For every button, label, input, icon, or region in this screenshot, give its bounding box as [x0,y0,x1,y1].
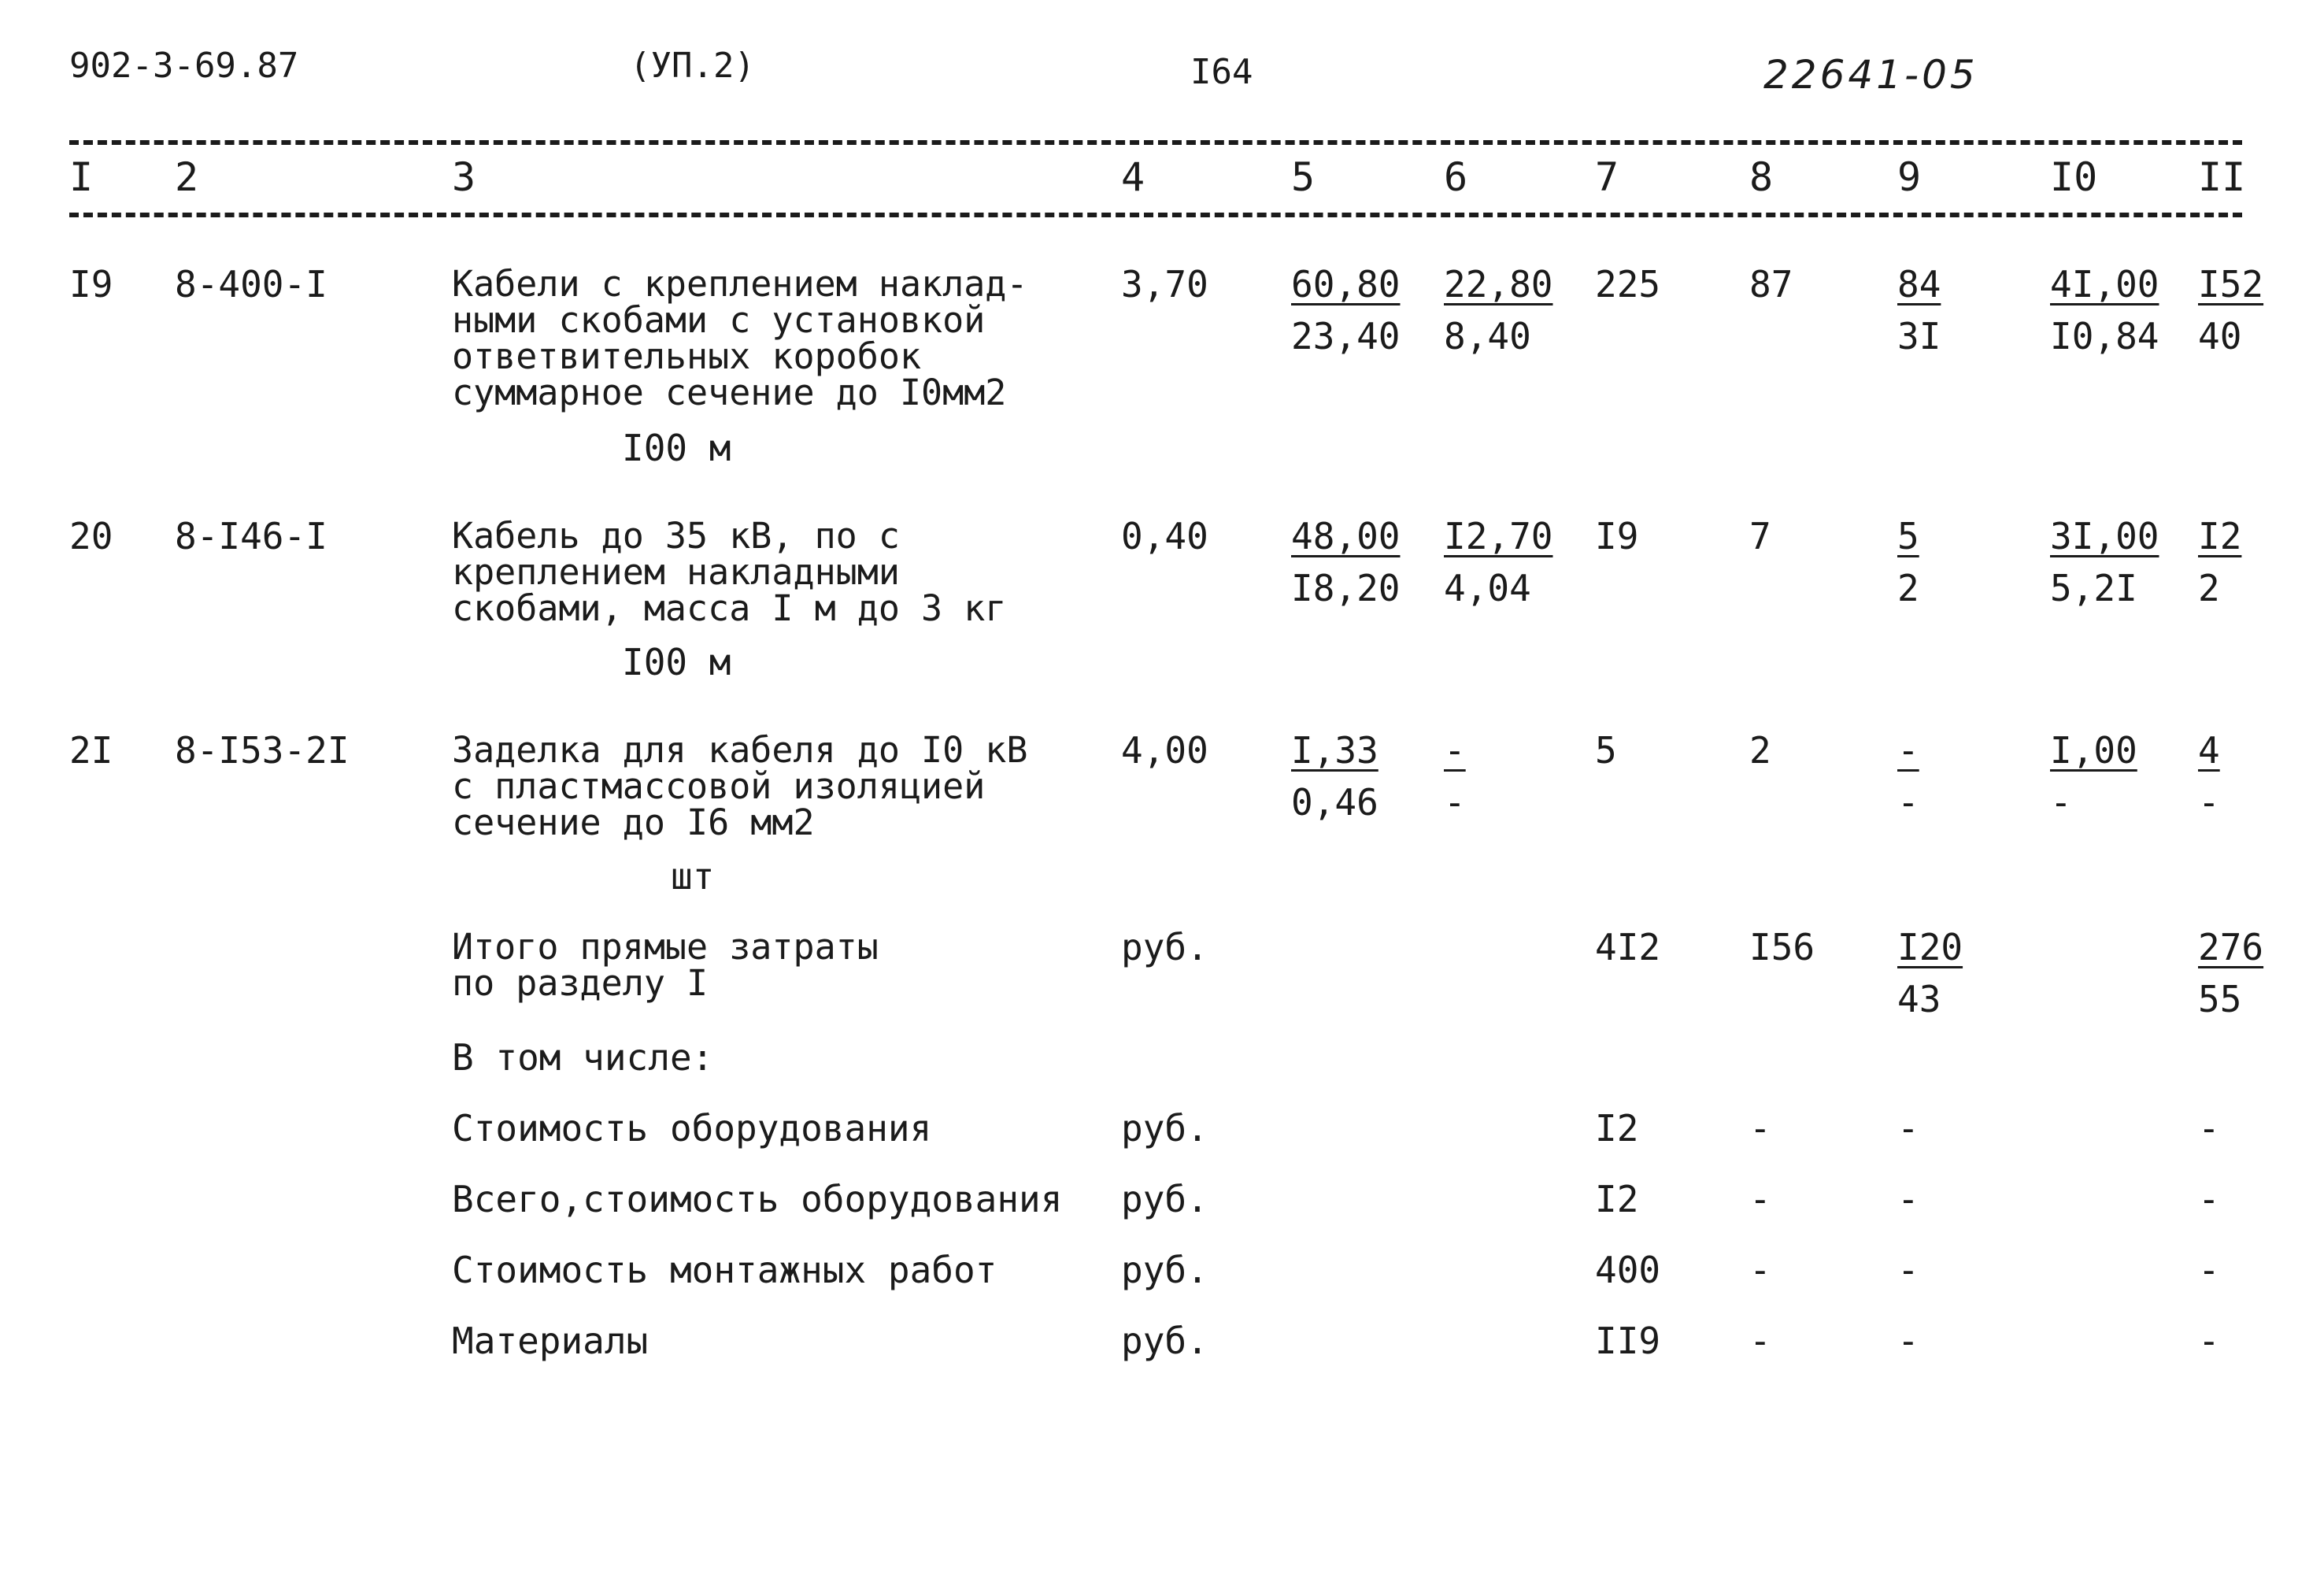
col10-bottom: I0,84 [2050,315,2159,357]
unit-cost-bottom: 23,40 [1291,315,1401,357]
total-col9-top: I20 [1897,926,1963,968]
summary-col9: - [1897,1249,1919,1291]
col7-value: 5 [1595,729,1617,772]
col11-top: 4 [2198,729,2220,772]
summary-unit: руб. [1121,1178,1208,1220]
column-header-3: 3 [452,154,476,200]
summary-col11: - [2198,1249,2220,1291]
col8-value: 2 [1749,729,1771,772]
unit-of-measure: шт [671,855,715,898]
summary-unit: руб. [1121,1107,1208,1150]
summary-col8: - [1749,1249,1771,1291]
column-header-6: 6 [1444,154,1468,200]
work-description: Заделка для кабеля до I0 кВ с пластмассовой изоляцией сечение до I6 мм2 [452,729,1028,843]
rate-code: 8-I53-2I [175,729,350,772]
summary-col8: - [1749,1178,1771,1220]
column-header-2: 2 [175,154,199,200]
col10-bottom: - [2050,781,2072,824]
summary-col8: - [1749,1107,1771,1150]
summary-col11: - [2198,1107,2220,1150]
col10-bottom: 5,2I [2050,567,2137,609]
row-number: 20 [69,515,113,557]
column-header-10: I0 [2050,154,2098,200]
col9-bottom: - [1897,781,1919,824]
total-col7: 4I2 [1595,926,1661,968]
col6-top: 22,80 [1444,263,1553,305]
summary-col7: II9 [1595,1320,1661,1362]
column-header-5: 5 [1291,154,1316,200]
column-header-4: 4 [1121,154,1145,200]
total-col9-bottom: 43 [1897,978,1941,1020]
total-col8: I56 [1749,926,1815,968]
page-number: I64 [1190,52,1253,92]
column-header-1: I [69,154,94,200]
row-number: 2I [69,729,113,772]
col9-top: - [1897,729,1919,772]
col9-top: 84 [1897,263,1941,305]
total-description: Итого прямые затраты по разделу I [452,926,879,1004]
col7-value: 225 [1595,263,1661,305]
album-label: (УП.2) [630,46,755,86]
quantity: 0,40 [1121,515,1208,557]
unit-cost-top: I,33 [1291,729,1378,772]
col10-top: 3I,00 [2050,515,2159,557]
col11-top: I52 [2198,263,2264,305]
col11-bottom: 2 [2198,567,2220,609]
doc-code: 902-3-69.87 [69,46,299,86]
row-number: I9 [69,263,113,305]
rate-code: 8-400-I [175,263,328,305]
summary-label: Всего,стоимость оборудования [452,1178,1063,1220]
total-col11-top: 276 [2198,926,2264,968]
column-header-9: 9 [1897,154,1922,200]
col6-top: I2,70 [1444,515,1553,557]
col6-bottom: 4,04 [1444,567,1531,609]
summary-col9: - [1897,1320,1919,1362]
unit-cost-top: 60,80 [1291,263,1401,305]
col6-top: - [1444,729,1466,772]
unit-cost-bottom: 0,46 [1291,781,1378,824]
col10-top: I,00 [2050,729,2137,772]
including-label: В том числе: [452,1036,714,1079]
col9-top: 5 [1897,515,1919,557]
col11-bottom: 40 [2198,315,2242,357]
column-header-7: 7 [1595,154,1619,200]
summary-label: Материалы [452,1320,649,1362]
col10-top: 4I,00 [2050,263,2159,305]
col8-value: 87 [1749,263,1793,305]
work-description: Кабели с креплением наклад- ными скобами с установкой ответвительных коробок суммарное сечение до I0мм2 [452,263,1028,413]
summary-col7: I2 [1595,1107,1639,1150]
header-bottom-rule [69,213,2242,217]
total-unit: руб. [1121,926,1208,968]
summary-col9: - [1897,1178,1919,1220]
total-col11-bottom: 55 [2198,978,2242,1020]
col9-bottom: 2 [1897,567,1919,609]
summary-col11: - [2198,1320,2220,1362]
summary-col8: - [1749,1320,1771,1362]
col6-bottom: 8,40 [1444,315,1531,357]
unit-cost-bottom: I8,20 [1291,567,1401,609]
summary-col11: - [2198,1178,2220,1220]
summary-col9: - [1897,1107,1919,1150]
col7-value: I9 [1595,515,1639,557]
rate-code: 8-I46-I [175,515,328,557]
col11-bottom: - [2198,781,2220,824]
col9-bottom: 3I [1897,315,1941,357]
unit-of-measure: I00 м [622,427,731,469]
summary-unit: руб. [1121,1249,1208,1291]
summary-label: Стоимость монтажных работ [452,1249,997,1291]
col8-value: 7 [1749,515,1771,557]
summary-label: Стоимость оборудования [452,1107,932,1150]
column-header-8: 8 [1749,154,1774,200]
work-description: Кабель до 35 кВ, по с креплением накладными скобами, масса I м до 3 кг [452,515,1007,629]
column-header-11: II [2198,154,2246,200]
header-top-rule [69,140,2242,145]
quantity: 4,00 [1121,729,1208,772]
summary-col7: I2 [1595,1178,1639,1220]
col6-bottom: - [1444,781,1466,824]
col11-top: I2 [2198,515,2242,557]
summary-col7: 400 [1595,1249,1661,1291]
quantity: 3,70 [1121,263,1208,305]
unit-cost-top: 48,00 [1291,515,1401,557]
inventory-number: 22641-05 [1763,52,1978,98]
summary-unit: руб. [1121,1320,1208,1362]
unit-of-measure: I00 м [622,641,731,683]
